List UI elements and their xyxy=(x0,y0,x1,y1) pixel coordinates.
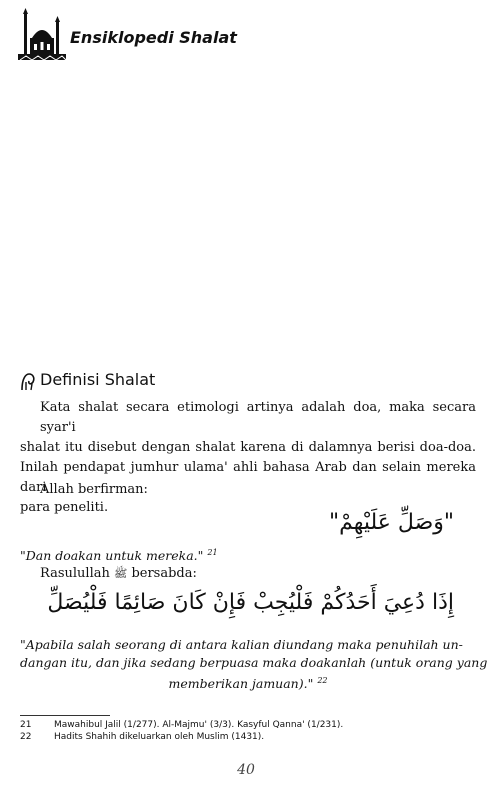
paragraph-line: para peneliti. xyxy=(20,500,109,515)
arabic-hadith: إِذَا دُعِيَ أَحَدُكُمْ فَلْيُجِبْ فَإِنْ كَانَ صَائِمًا فَلْيُصَلِّ xyxy=(47,590,454,615)
paragraph-definition xyxy=(20,398,476,518)
translation-line: "Apabila salah seorang di antara kalian diundang maka penuhilah un- xyxy=(20,637,463,652)
paragraph-line: Kata shalat secara etimologi artinya adalah doa, maka secara syar'i xyxy=(40,400,476,435)
paragraph-line: Allah berfirman: xyxy=(40,482,148,497)
translation-text: memberikan jamuan)." xyxy=(168,676,314,692)
footnote xyxy=(20,731,476,743)
mosque-logo-icon xyxy=(18,8,66,62)
translation-line xyxy=(20,672,476,693)
page-number: 40 xyxy=(237,762,255,778)
footnotes xyxy=(20,719,476,743)
rasulullah-text: Rasulullah xyxy=(40,566,110,581)
footnote-text: Hadits Shahih dikeluarkan oleh Muslim (1431). xyxy=(54,732,265,742)
footnote-ref: 21 xyxy=(207,548,218,557)
footnote-divider xyxy=(20,715,110,716)
paragraph-rasulullah xyxy=(20,564,476,584)
translation-line: dangan itu, dan jika sedang berpuasa maka doakanlah (untuk orang yang xyxy=(20,655,488,670)
paragraph-line xyxy=(20,564,476,584)
footnote-ref: 22 xyxy=(317,676,328,685)
footnote xyxy=(20,719,476,731)
footnote-text: Mawahibul Jalil (1/277). Al-Majmu' (3/3). Kasyful Qanna' (1/231). xyxy=(54,720,344,730)
running-title: Ensiklopedi Shalat xyxy=(70,28,237,47)
translation-text: "Dan doakan untuk mereka." xyxy=(20,548,204,564)
saw-icon: ﷺ xyxy=(114,567,128,580)
section-title: Definisi Shalat xyxy=(40,370,156,389)
section-ornament-icon xyxy=(20,372,36,392)
footnote-number: 21 xyxy=(20,720,32,730)
translation-verse xyxy=(20,544,476,565)
paragraph-line: Inilah pendapat jumhur ulama' ahli bahasa Arab dan selain mereka dari xyxy=(20,460,476,495)
translation-hadith xyxy=(20,636,488,693)
paragraph-allah-berfirman xyxy=(20,480,476,500)
footnote-number: 22 xyxy=(20,732,32,742)
bersabda-text: bersabda: xyxy=(131,566,197,581)
page-header xyxy=(18,8,478,64)
translation-line xyxy=(20,544,476,565)
arabic-verse: "وَصَلِّ عَلَيْهِمْ" xyxy=(328,510,454,535)
paragraph-line: shalat itu disebut dengan shalat karena di dalamnya berisi doa-doa. xyxy=(20,440,476,455)
